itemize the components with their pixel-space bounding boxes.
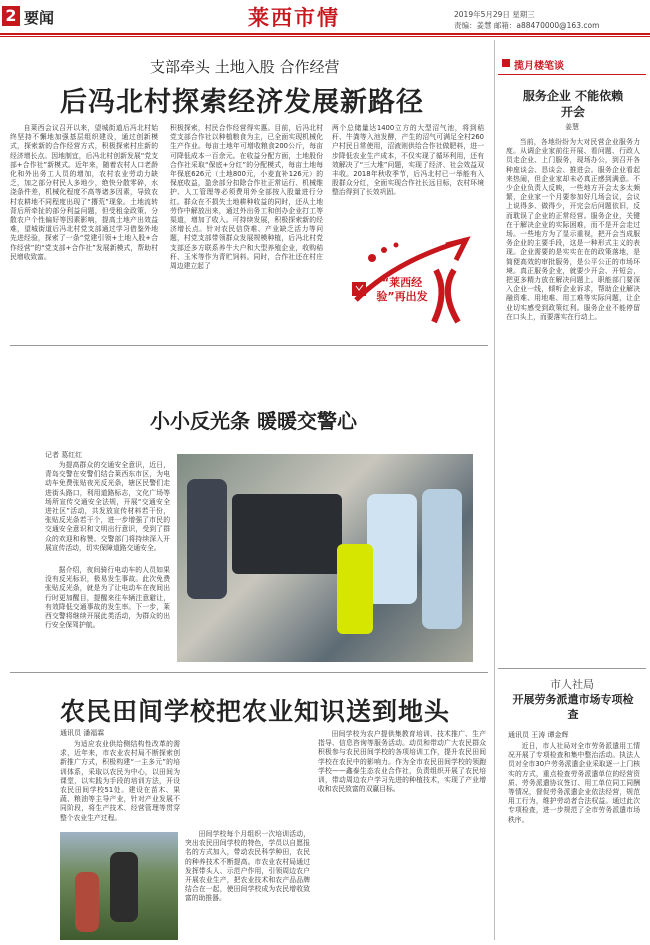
news-byline: 通讯员 王涛 谭金辉 — [508, 731, 569, 739]
divider-1 — [10, 345, 488, 346]
news-body: 近日，市人社局对全市劳务派遣用工情况开展了专项检查和集中整治活动。执法人员对全市30户劳务派遣企业采取逐一上门核实的方式，重点检查劳务派遣单位的经营资质、劳务派遣协议签订、用工单位同工同酬等情况，督促劳务派遣企业依法经营，规范用工行为，维护劳动者合法权益。通过此次专项检查，进一步规范了全市劳务派遣市场秩序。 — [508, 742, 640, 824]
sidebar — [498, 40, 646, 940]
sidebar-label-rule — [498, 74, 646, 75]
article-2-col1: 为提高群众的交通安全意识，近日，青岛交警在安警们结合莱西东市区，为电动车免费张贴夜光反光条，辖区民警们走进街头路口，利用道路标志，文化广场等场所宣传交通安全法规，开展“交通安全进社区”活动，共发放宣传材料若干份，张贴反光条若干个，进一步增强了市民的交通安全意识和文明出行意识，受到了群众的欢迎和称赞。交警部门将持续深入开展宣传活动，切实保障道路交通安全。 — [45, 461, 170, 552]
square-bullet-icon — [502, 59, 510, 67]
article-3-title: 农民田间学校把农业知识送到地头 — [60, 697, 451, 726]
page-header — [0, 0, 650, 30]
article-2-byline: 记者 葛红红 — [45, 451, 83, 459]
farm-school-photo — [60, 832, 178, 940]
essay-body: 当前，各地纷纷为大对民营企业服务力度。从调企业家前往开展、看问题、行政人员走企业、上门服务，现场办公，到召开各种座谈会、恳谈会、推进会。服务企业看起来热闹，但企业家却未必真正感到满意。不少企业负责人反映，一些地方开会太多太频繁，企业家一个月要参加好几场会议，会议上说得多、做得少，开完会后问题依旧，反而耽误了企业的正常经营。服务企业，关键在于解决企业的实际困难，而不是开会走过场。一些地方为了显示重视，把开会当成服务企业的主要手段，这是一种形式主义的表现。企业需要的是实实在在的政策落地，是简便高效的审批服务，是公平公正的市场环境。真正服务企业，就要少开会、开短会，把更多精力放在解决问题上。职能部门要深入企业一线，倾听企业诉求，帮助企业解决融资难、用地难、用工难等实际问题，让企业切实感受到政策红利。服务企业不能停留在口头上，而要落实在行动上。 — [506, 138, 640, 321]
article-1-col3: 两个总储量达1400立方的大型沼气池，将到秸秆、牛粪等入池发酵，产生的沼气可满足全村260户村民日常使用，沼液则供给合作社做肥料，进一步降低农业生产成本，不仅实现了循环利用，还有效解决了“三大堆”问题，实现了经济、社会效益双丰收。2018年秋收季节，后冯北村已一举能有入股群众分红，全面实现合作社长远目标，农村环境整治得到了长效巩固。 — [332, 124, 484, 197]
divider-2 — [10, 672, 488, 673]
essay-title: 服务企业 不能依赖开会 — [522, 89, 624, 119]
article-1-col2: 积极探索，村民合作经营得实惠。目前，后冯北村党支部合作社以种植粮食为主，已全面实现机械化生产作业。每亩土地年可增收粮食200公斤，每亩可降低成本一百余元。在收益分配方面，土地股份合作社采取“保底+分红”的分配模式，每亩土地每年保底626元（土地800元，小麦直补126元）的保底收益，盈余部分扣除合作社正常运行、机械维护、人工管理等必须费用外全部按入股量进行分红。群众在不损失土地耕种收益的同时，还从土地劳作中解放出来，通过外出务工和创办企业打工等渠道，增加了收入。可持续发展，积极探索新的经济增长点。针对农民信贷难、产业缺乏活力等问题，村党支部带领群众发展规模种植，后冯北村党支部还多方联系养牛大户和大型养殖企业，收购秸秆、玉米等作为青贮饲料。同时，合作社还在村庄周边建立起了 — [170, 124, 323, 271]
article-3-byline: 通讯员 潘福霖 — [60, 729, 105, 737]
essay-author: 姜慧 — [565, 123, 579, 131]
article-1-col1: 自莱西会议召开以来，望城街道后冯北村始终坚持不懈地加强基层组织建设，通过创新模式，探索新的合作经营方式，积极探索村庄新的经济增长点。因地制宜，后冯北村创新发展“党支部+合作社”新模式。近年来，随着农村人口老龄化和外出务工人员的增加，农村农业劳动力缺乏，加之部分村民人多地少，绝快分散零碎，水浇条件差，机械化程度不高等诸多因素，导致农村农耕地不同程度出现了“撂荒”现象。土地流转背后所牵扯的部分利益问题，但受租金政策、分散农户个性偏好等因素影响，提高土地产出效益难，望城街道后冯北村党支部通过学习借鉴外地先进经验，探索了一条“党建引领+土地入股+合作经营”的“党支部+合作社”发展新模式，帮助村民增收致富。 — [10, 124, 158, 261]
laixi-experience-logo — [336, 230, 486, 335]
date-line: 2019年5月29日 星期三 — [454, 10, 535, 19]
header-rule — [0, 33, 650, 35]
logo-text: “莱西经验”再出发 — [376, 276, 428, 303]
sidebar-label: 揽月楼笔谈 — [514, 61, 564, 72]
news-title: 开展劳务派遣市场专项检查 — [512, 693, 634, 721]
article-3-col2: 田间学校每个月组织一次培训活动，突出农民田间学校的特色，学员以自愿报名的方式加入，带动农民科学种田，农民的种养技术不断提高。市农业农村局通过发挥带头人、示范户作用，引领周边农户开展农业生产，把农业技术和农产品品牌结合在一起，使田间学校成为农民增收致富的助推器。 — [185, 830, 310, 903]
article-2-title: 小小反光条 暖暖交警心 — [150, 409, 357, 433]
traffic-police-photo — [177, 454, 473, 662]
article-3-col3: 田间学校为农户提供集教育培训、技术推广、生产指导、信息咨询等服务活动。动员和带动广大农民群众积极参与农民田间学校的各项培训工作，提升农民田间学校在农民中的影响力。作为全市农民田间学校的领跑学校——鑫泰生态农业合作社，负责组织开展了农民培训，带动周边农户学习先进的种植技术，实现了产业增收和农民致富的双赢目标。 — [318, 730, 486, 794]
section-name: 要闻 — [24, 9, 55, 27]
article-1-kicker: 支部牵头 土地入股 合作经营 — [150, 58, 340, 76]
article-3-col1: 为适应农业供给侧结构性改革的需求，近年来，市农业农村局不断探索创新推广方式，积极构建“一主多元”的培训体系，采取以农民为中心，以田间为课堂，以实践为手段的培训方法，开设农民田间学校51处。建设在苗木、果蔬、粮油等主导产业，针对产业发展不同阶段，将生产技术、经营管理等贯穿整个农业生产过程。 — [60, 740, 180, 822]
editor-line: 责编：姜慧 邮箱：a88470000@163.com — [454, 21, 600, 30]
header-rule-thin — [0, 36, 650, 37]
sidebar-divider — [494, 40, 495, 940]
news-tag: 市人社局 — [550, 678, 594, 691]
sidebar-divider-2 — [498, 668, 646, 669]
section-number: 2 — [2, 6, 20, 26]
article-1-title: 后冯北村探索经济发展新路径 — [60, 87, 424, 118]
article-2-col2: 据介绍，夜间骑行电动车的人员如果没有反光标识，极易发生事故。此次免费张贴反光条，就是为了让电动车在夜间出行时更加醒目，提醒来往车辆注意避让，有效降低交通事故的发生率。下一步，莱西交警将继续开展此类活动，为群众的出行安全保驾护航。 — [45, 566, 170, 630]
masthead: 莱西市情 — [248, 5, 340, 30]
